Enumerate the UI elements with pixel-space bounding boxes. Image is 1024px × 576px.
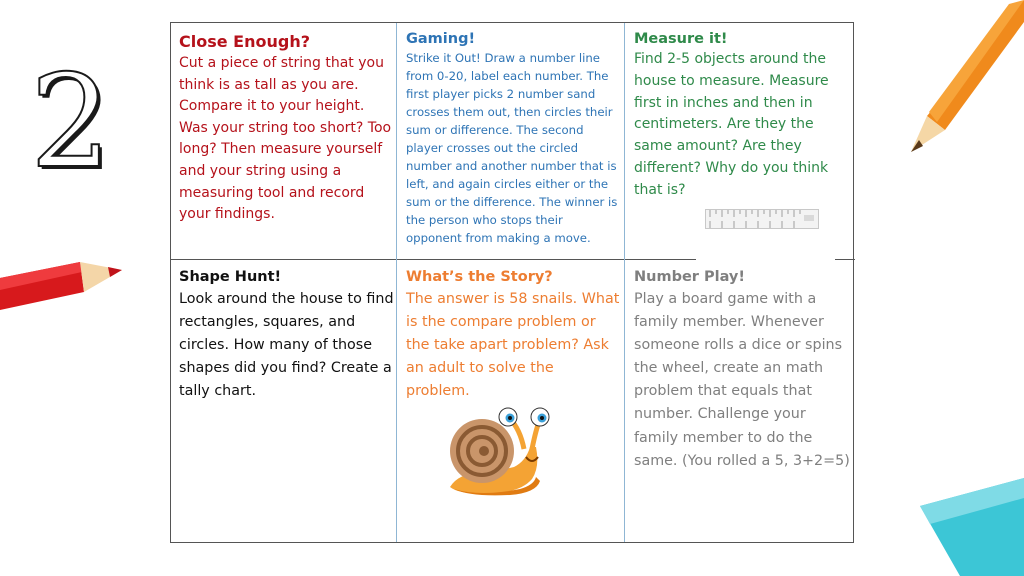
snail-image [440,405,550,497]
cell-shape-hunt [179,266,394,403]
orange-pencil-icon [905,0,1024,160]
cell-body: Find 2-5 objects around the house to measure. Measure first in inches and then in centimeters. Are they the same amount? Are they different? Why do you think that is? [634,51,829,198]
cell-body: Play a board game with a family member. Whenever someone rolls a dice or spins the wheel, create an math problem that equals that number. Challenge your family member to do the same. (You rolled a 5, 3+2=5) [634,291,850,469]
cell-title: Number Play! [634,269,745,285]
cell-title: What’s the Story? [406,269,553,285]
cell-number-play [634,266,850,473]
cell-title: Shape Hunt! [179,269,282,285]
cell-title: Gaming! [406,31,476,47]
page-number: 2 [30,48,112,197]
column-divider [396,23,397,542]
cell-title: Close Enough? [179,32,310,51]
column-divider [624,23,625,542]
cell-body: Look around the house to find rectangles, squares, and circles. How many of those shapes did you find? Create a tally chart. [179,291,394,400]
cell-body: Cut a piece of string that you think is as tall as you are. Compare it to your height. Was your string too short? Too long? Then measure yourself and your string using a measuring tool and record your findings. [179,55,392,223]
row-divider-end [835,259,855,260]
cell-measure-it [634,29,850,202]
cell-body: Strike it Out! Draw a number line from 0-20, label each number. The first player picks 2 number sand crosses them out, then circles their sum or difference. The second player crosses out the circled number and another number that is left, and again circles either or the sum or the difference. The winner is the person who stops their opponent from making a move. [406,51,618,245]
teal-accent-shape [920,478,1024,576]
cell-whats-the-story [406,266,621,403]
cell-title: Measure it! [634,31,728,47]
red-pencil-icon [0,250,130,320]
cell-close-enough [179,31,394,226]
cell-gaming [406,29,621,247]
row-divider [171,259,696,260]
cell-body: The answer is 58 snails. What is the compare problem or the take apart problem? Ask an adult to solve the problem. [406,291,620,400]
ruler-image [705,209,819,229]
